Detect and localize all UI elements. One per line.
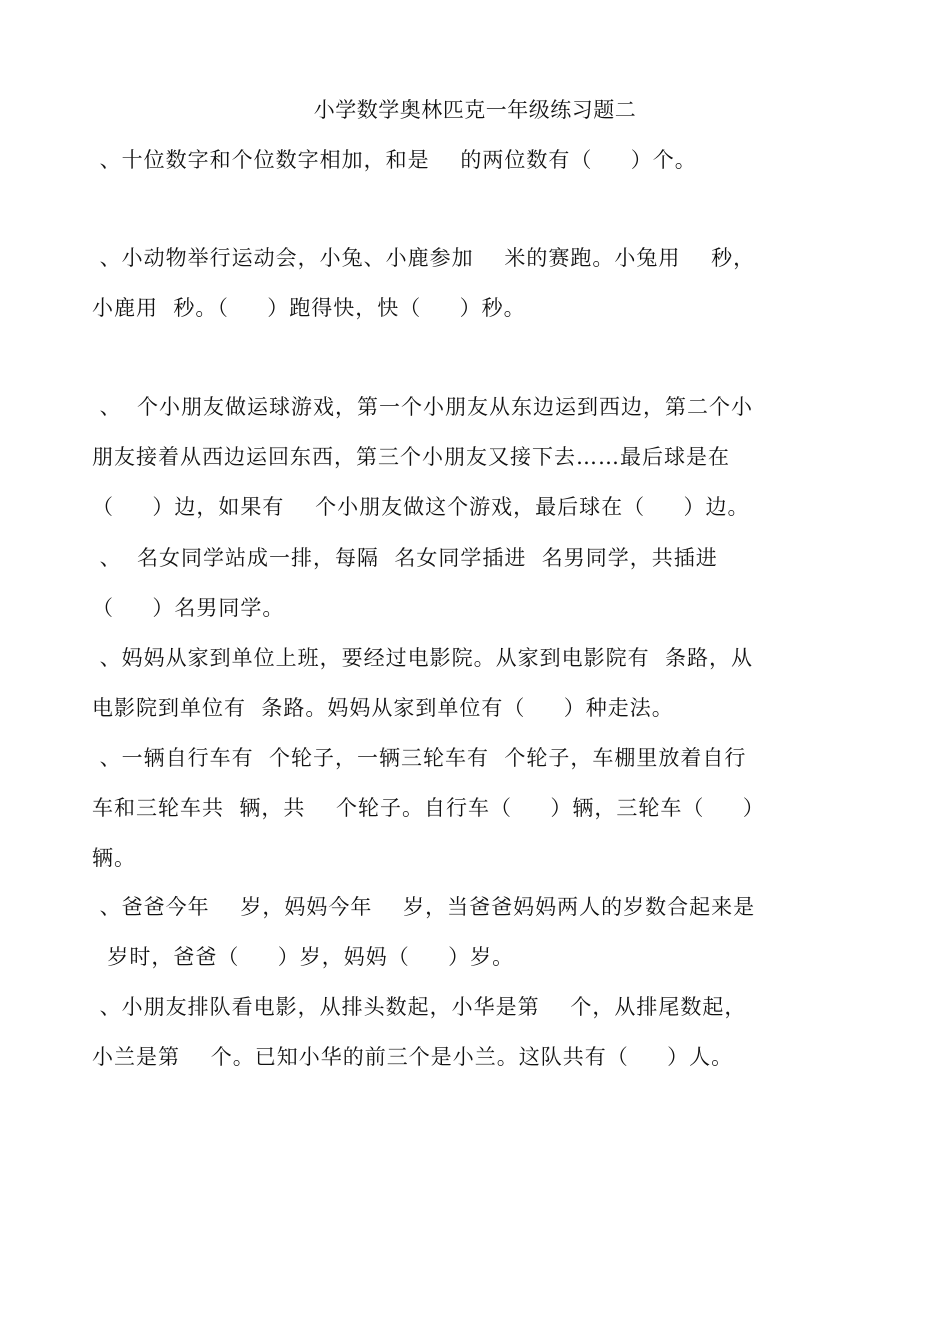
q4-line-1: 、 名女同学站成一排，每隔 名女同学插进 名男同学，共插进 xyxy=(92,546,718,570)
q3-line-2: 朋友接着从西边运回东西，第三个小朋友又接下去……最后球是在 xyxy=(92,445,730,469)
q6-line-3: 辆。 xyxy=(92,846,136,870)
q2-line-1: 、小动物举行运动会，小兔、小鹿参加 米的赛跑。小兔用 秒， xyxy=(92,246,756,270)
q5-line-2: 电影院到单位有 条路。妈妈从家到单位有（ ）种走法。 xyxy=(92,696,674,720)
q6-line-2: 车和三轮车共 辆，共 个轮子。自行车（ ）辆，三轮车（ ） xyxy=(92,796,765,820)
q4-line-2: （ ）名男同学。 xyxy=(92,596,285,620)
q7-line-2: 岁时，爸爸（ ）岁，妈妈（ ）岁。 xyxy=(92,945,515,969)
q2-line-2: 小鹿用 秒。（ ）跑得快，快（ ）秒。 xyxy=(92,296,526,320)
q6-line-1: 、一辆自行车有 个轮子，一辆三轮车有 个轮子，车棚里放着自行 xyxy=(92,746,747,770)
q8-line-1: 、小朋友排队看电影，从排头数起，小华是第 个，从排尾数起， xyxy=(92,995,747,1019)
q3-line-3: （ ）边，如果有 个小朋友做这个游戏，最后球在（ ）边。 xyxy=(92,495,750,519)
q1-line-1: 、十位数字和个位数字相加，和是 的两位数有（ ）个。 xyxy=(92,148,697,172)
q7-line-1: 、爸爸今年 岁，妈妈今年 岁，当爸爸妈妈两人的岁数合起来是 xyxy=(92,895,756,919)
q5-line-1: 、妈妈从家到单位上班，要经过电影院。从家到电影院有 条路，从 xyxy=(92,646,754,670)
q8-line-2: 小兰是第 个。已知小华的前三个是小兰。这队共有（ ）人。 xyxy=(92,1045,734,1069)
q3-line-1: 、 个小朋友做运球游戏，第一个小朋友从东边运到西边，第二个小 xyxy=(92,395,754,419)
worksheet-title: 小学数学奥林匹克一年级练习题二 xyxy=(313,98,637,122)
